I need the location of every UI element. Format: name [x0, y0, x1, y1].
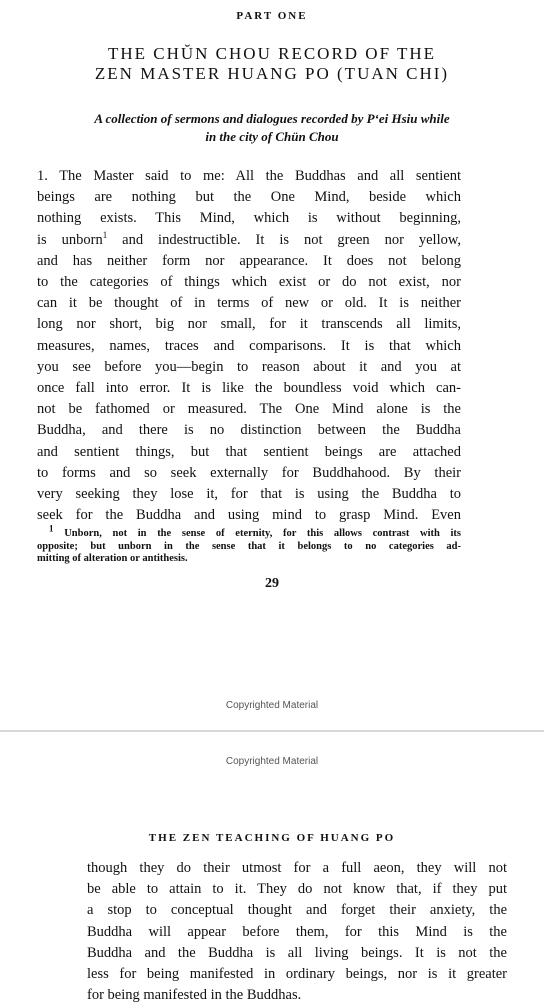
running-head: THE ZEN TEACHING OF HUANG PO [148, 832, 396, 844]
body-paragraph [37, 166, 461, 526]
body-line-start: is unborn [37, 231, 103, 248]
body-line: very seeking they lose it, for that is using the Buddha to [37, 486, 461, 503]
chapter-subtitle-line-1: A collection of sermons and dialogues recorded by P‘ei Hsiu while [94, 111, 450, 126]
part-label: PART ONE [236, 10, 308, 22]
body-line: long nor short, big nor small, for it transcends all limits, [37, 316, 461, 333]
body-line: 1. The Master said to me: All the Buddhas and all sentient [37, 168, 461, 184]
body-line: nothing exists. This Mind, which is without beginning, [37, 210, 461, 227]
body-line [37, 230, 461, 251]
body-line: beings are nothing but the One Mind, beside which [37, 189, 461, 206]
body-line-end: and indestructible. It is not green nor yellow, [107, 231, 462, 248]
body-line: a stop to conceptual thought and forget their anxiety, the [87, 902, 507, 919]
body-line: be able to attain to it. They do not know that, if they put [87, 881, 507, 898]
chapter-title-line-1: THE CHŬN CHOU RECORD OF THE [107, 44, 437, 63]
copyright-notice: Copyrighted Material [225, 700, 319, 711]
body-line: Buddha will appear before them, for this Mind is the [87, 923, 507, 940]
footnote-marker: 1 [49, 523, 54, 534]
body-line: to forms and so seek externally for Buddhahood. By their [37, 464, 461, 481]
body-line: once fall into error. It is like the boundless void which can- [37, 380, 461, 397]
body-line: though they do their utmost for a full aeon, they will not [87, 860, 507, 876]
body-line: Buddha, and there is no distinction between the Buddha [37, 422, 461, 439]
copyright-notice: Copyrighted Material [225, 756, 319, 767]
chapter-title-line-2: ZEN MASTER HUANG PO (TUAN CHI) [94, 64, 450, 83]
body-line: you see before you—begin to reason about it and you at [37, 358, 461, 375]
body-line: can it be thought of in terms of new or old. It is neither [37, 295, 461, 312]
body-line: Buddha and the Buddha is all living beings. It is not the [87, 944, 507, 961]
footnote-line [37, 523, 461, 541]
page-30 [0, 732, 544, 1004]
page-number: 29 [265, 576, 279, 591]
footnote [37, 523, 461, 566]
body-line: for being manifested in the Buddhas. [87, 987, 302, 1004]
footnote-line: opposite; but unborn in the sense that it belongs to no categories ad- [37, 540, 461, 552]
footnote-line: mitting of alteration or antithesis. [37, 553, 188, 564]
body-line: seek for the Buddha and using mind to grasp Mind. Even [37, 507, 461, 524]
body-line: measures, names, traces and comparisons. It is that which [37, 337, 461, 354]
chapter-subtitle-line-2: in the city of Chün Chou [205, 129, 339, 144]
body-line: not be fathomed or measured. The One Mind alone is the [37, 401, 461, 418]
body-line: less for being manifested in ordinary beings, nor is it greater [87, 966, 507, 983]
body-line: and has neither form nor appearance. It does not belong [37, 252, 461, 269]
chapter-subtitle [0, 110, 544, 146]
body-line: to the categories of things which exist or do not exist, nor [37, 274, 461, 291]
body-line: and sentient things, but that sentient beings are attached [37, 443, 461, 460]
chapter-title [0, 44, 544, 84]
footnote-text: Unborn, not in the sense of eternity, for this allows contrast with its [64, 528, 461, 539]
footnote-reference: 1 [102, 229, 108, 240]
body-paragraph [87, 858, 507, 1006]
